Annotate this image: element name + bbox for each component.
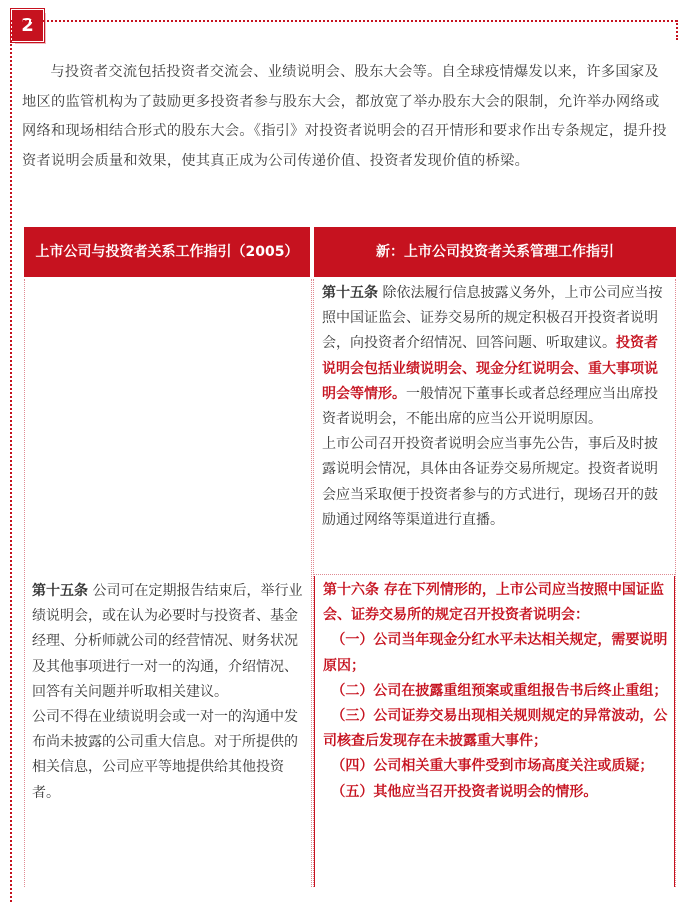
left-article-text-2: 公司不得在业绩说明会或一对一的沟通中发布尚未披露的公司重大信息。对于所提供的相关信息，公司应平等地提供给其他投资者。: [32, 709, 298, 801]
section-number-badge: 2: [11, 9, 44, 42]
left-cell-content: [32, 579, 308, 806]
right-article-16-item: （二）公司在披露重组预案或重组报告书后终止重组；: [331, 682, 668, 699]
right-article-16-label: 第十六条: [323, 582, 379, 598]
left-column-header: 上市公司与投资者关系工作指引（2005）: [24, 227, 310, 277]
right-article-16-paragraph: [323, 578, 668, 628]
right-article-16-item: （五）其他应当召开投资者说明会的情形。: [331, 783, 598, 800]
right-article-16-lead: 存在下列情形的，上市公司应当按照中国证监会、证券交易所的规定召开投资者说明会：: [323, 582, 664, 624]
left-column-cell: [24, 279, 312, 887]
right-article-16-item: （一）公司当年现金分红水平未达相关规定，需要说明原因；: [323, 632, 668, 674]
right-article-15-text: 除依法履行信息披露义务外，上市公司应当按照中国证监会、证券交易所的规定积极召开投资者说明会，向投资者介绍情况、回答问题、听取建议。: [322, 285, 663, 352]
right-article-15-paragraph: [322, 281, 667, 432]
right-column-cell: [313, 279, 676, 887]
right-cell-article-16: [314, 576, 675, 887]
right-article-16-item: （三）公司证券交易出现相关规则规定的异常波动，公司核查后发现存在未披露重大事件；: [323, 708, 668, 750]
dotted-frame-right: [676, 20, 678, 40]
right-article-15-text-3: 上市公司召开投资者说明会应当事先公告，事后及时披露说明会情况，具体由各证券交易所规定。投资者说明会应当采取便于投资者参与的方式进行，现场召开的鼓励通过网络等渠道进行直播。: [322, 436, 658, 528]
left-article-label: 第十五条: [32, 583, 88, 599]
left-article-paragraph: [32, 579, 308, 705]
right-article-16-item: （四）公司相关重大事件受到市场高度关注或质疑；: [331, 758, 654, 775]
intro-paragraph: 与投资者交流包括投资者交流会、业绩说明会、股东大会等。自全球疫情爆发以来，许多国家及地区的监管机构为了鼓励更多投资者参与股东大会，都放宽了举办股东大会的限制，允许举办网络或网络和现场相结合形式的股东大会。《指引》对投资者说明会的召开情形和要求作出专条规定，提升投资者说明会质量和效果，使其真正成为公司传递价值、投资者发现价值的桥梁。: [22, 64, 667, 169]
right-cell-article-15: [314, 279, 675, 575]
comparison-table: [24, 227, 676, 887]
right-article-15-label: 第十五条: [322, 285, 378, 301]
right-column-header: 新：上市公司投资者关系管理工作指引: [314, 227, 676, 277]
right-article-15-highlight: 投资者说明会包括业绩说明会、现金分红说明会、重大事项说明会等情形。: [322, 335, 658, 402]
left-article-text: 公司可在定期报告结束后，举行业绩说明会，或在认为必要时与投资者、基金经理、分析师就公司的经营情况、财务状况及其他事项进行一对一的沟通，介绍情况、回答有关问题并听取相关建议。: [32, 583, 303, 700]
right-article-15-text-2: 一般情况下董事长或者总经理应当出席投资者说明会，不能出席的应当公开说明原因。: [322, 385, 658, 428]
